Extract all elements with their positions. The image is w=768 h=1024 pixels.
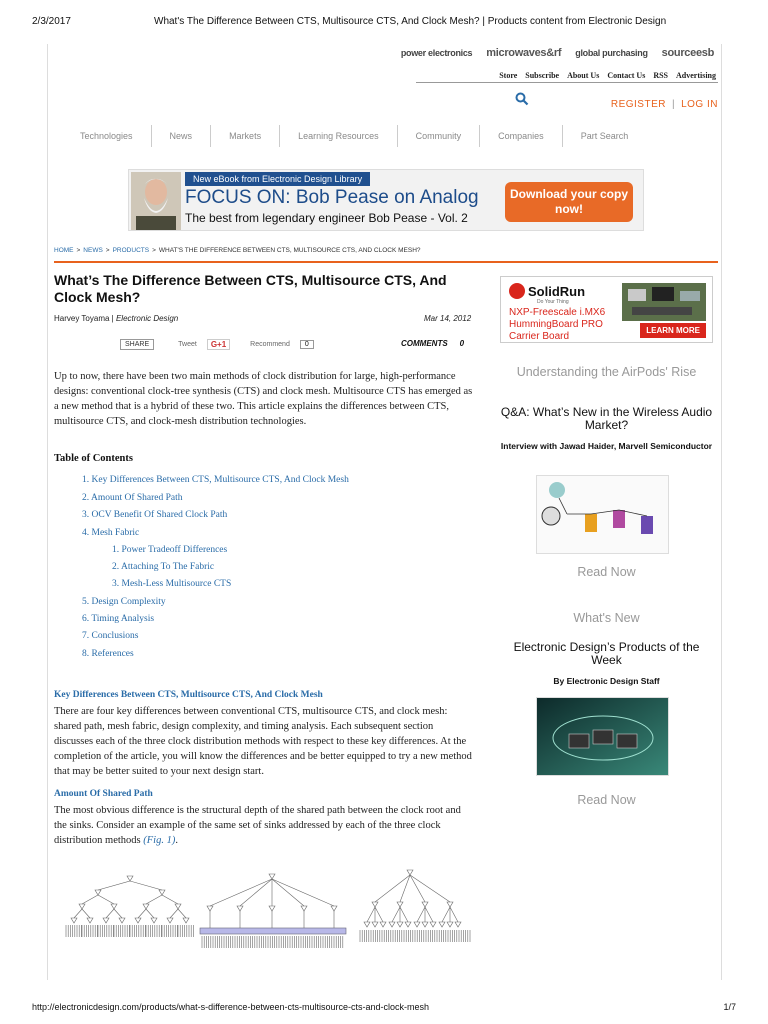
clock-wire	[272, 879, 304, 906]
buffer-icon	[79, 904, 85, 909]
clock-wire	[178, 909, 186, 918]
top-links	[499, 71, 716, 80]
download-button[interactable]: Download your copy now!	[505, 182, 633, 222]
buffer-icon	[269, 874, 275, 879]
solidrun-logo	[509, 283, 585, 299]
author-name[interactable]: Harvey Toyama	[54, 314, 110, 323]
buffer-icon	[364, 922, 370, 927]
publication-name: Electronic Design	[115, 314, 179, 323]
board-image	[622, 283, 706, 321]
buffer-icon	[455, 922, 461, 927]
solidrun-tagline: Do Your Thing	[537, 299, 569, 305]
conventional-cts-tree	[66, 876, 193, 937]
recommend-count: 0	[300, 340, 314, 349]
toc-item[interactable]: 7. Conclusions	[82, 631, 139, 641]
share-button[interactable]: SHARE	[120, 339, 154, 350]
clock-wire	[410, 875, 450, 902]
register-link[interactable]: REGISTER	[610, 99, 666, 110]
partner-logo-sourceesb[interactable]: sourceesb	[661, 47, 714, 59]
clock-wire	[98, 895, 114, 904]
clock-mesh-tree	[200, 874, 346, 948]
breadcrumb-news[interactable]: NEWS	[83, 247, 103, 254]
nav-learning-resources[interactable]: Learning Resources	[280, 125, 398, 147]
breadcrumb-separator: >	[152, 247, 156, 254]
clock-wire	[146, 895, 162, 904]
partner-logo-global-purchasing[interactable]: global purchasing	[575, 47, 648, 58]
byline	[54, 314, 178, 323]
section-heading-shared-path: Amount Of Shared Path	[54, 789, 153, 799]
toc-item[interactable]: 5. Design Complexity	[82, 597, 166, 607]
link-contact-us[interactable]: Contact Us	[607, 71, 646, 80]
buffer-icon	[397, 902, 403, 907]
shared-path-text: The most obvious difference is the structural depth of the shared path between the clock root and the sinks. Consider an example of the same set of sinks addressed by each of the three clock distribution methods	[54, 805, 461, 846]
banner-subtitle: The best from legendary engineer Bob Pease - Vol. 2	[185, 211, 468, 225]
nav-news[interactable]: News	[152, 125, 212, 147]
print-url: http://electronicdesign.com/products/what-s-difference-between-cts-multisource-cts-and-clock-mesh	[32, 1002, 429, 1012]
link-about-us[interactable]: About Us	[567, 71, 600, 80]
wireless-audio-thumbnail[interactable]	[536, 475, 669, 554]
clock-wire	[210, 879, 272, 906]
buffer-icon	[331, 906, 337, 911]
search-icon[interactable]	[515, 92, 529, 106]
login-link[interactable]: LOG IN	[681, 99, 718, 110]
ad-line: NXP-Freescale i.MX6	[509, 307, 606, 318]
clock-wire	[82, 895, 98, 904]
solidrun-ad[interactable]	[500, 276, 713, 343]
buffer-icon	[372, 922, 378, 927]
partner-logo-power-electronics[interactable]: power electronics	[400, 47, 473, 58]
ad-line: HummingBoard PRO	[509, 319, 603, 330]
clock-wire	[392, 907, 400, 922]
clock-wire	[146, 909, 154, 918]
buffer-icon	[407, 870, 413, 875]
toc-subitem[interactable]: 2. Attaching To The Fabric	[112, 562, 215, 572]
clock-wire	[425, 907, 433, 922]
section-key-differences-text: There are four key differences between conventional CTS, multisource CTS, and clock mesh: shared path, mesh fabric, design complexity, and timing analysis. Each subsequent section discusses each of the three clock distribution methods with respect to these key differences. At the completion of the article, you will know the differences and be better equipped to try a new method that may be better suited to your next design start.	[54, 706, 472, 777]
toc-item[interactable]: 8. References	[82, 649, 134, 659]
sidebar-story-title[interactable]: Q&A: What’s New in the Wireless Audio Market?	[500, 405, 713, 432]
print-page-number: 1/7	[723, 1002, 736, 1012]
clock-wire	[106, 909, 114, 918]
sidebar-story-subtitle: Interview with Jawad Haider, Marvell Semiconductor	[500, 441, 713, 451]
ebook-badge: New eBook from Electronic Design Library	[185, 172, 370, 186]
buffer-icon	[175, 904, 181, 909]
ebook-banner-ad[interactable]	[128, 169, 644, 231]
clock-wire	[442, 907, 450, 922]
buffer-icon	[135, 918, 141, 923]
buffer-icon	[439, 922, 445, 927]
breadcrumb-home[interactable]: HOME	[54, 247, 74, 254]
publish-date: Mar 14, 2012	[424, 314, 472, 323]
link-rss[interactable]: RSS	[653, 71, 668, 80]
sidebar-section-airpods[interactable]: Understanding the AirPods' Rise	[516, 365, 697, 379]
auth-separator: |	[671, 99, 676, 110]
main-nav	[62, 125, 712, 147]
clock-wire	[417, 907, 425, 922]
clock-wire	[130, 881, 162, 890]
auth-links	[611, 99, 718, 110]
buffer-icon	[119, 918, 125, 923]
article-title: What’s The Difference Between CTS, Multisource CTS, And Clock Mesh?	[54, 272, 447, 305]
buffer-icon	[111, 904, 117, 909]
nav-markets[interactable]: Markets	[211, 125, 280, 147]
buffer-icon	[87, 918, 93, 923]
toc-item[interactable]: 2. Amount Of Shared Path	[82, 493, 183, 503]
buffer-icon	[127, 876, 133, 881]
print-date: 2/3/2017	[32, 16, 71, 27]
buffer-icon	[422, 902, 428, 907]
clock-wire	[170, 909, 178, 918]
clock-wire	[400, 907, 408, 922]
clock-wire	[240, 879, 272, 906]
clock-wire	[410, 875, 425, 902]
solidrun-brand: SolidRun	[528, 284, 586, 299]
buffer-icon	[71, 918, 77, 923]
shared-path-text-end: .	[175, 835, 178, 846]
banner-headline: FOCUS ON: Bob Pease on Analog	[185, 187, 479, 208]
comments-count: 0	[459, 339, 465, 348]
figure-reference-link[interactable]: (Fig. 1)	[143, 835, 176, 846]
clock-wire	[74, 909, 82, 918]
toc-item[interactable]: 4. Mesh Fabric	[82, 528, 140, 538]
breadcrumb-products[interactable]: PRODUCTS	[112, 247, 150, 254]
buffer-icon	[269, 906, 275, 911]
clock-wire	[98, 881, 130, 890]
read-now-link[interactable]: Read Now	[577, 565, 636, 579]
toc-item[interactable]: 1. Key Differences Between CTS, Multisource CTS, And Clock Mesh	[82, 475, 349, 485]
clock-wire	[114, 909, 122, 918]
buffer-icon	[143, 904, 149, 909]
clock-distribution-figure	[60, 862, 480, 974]
partner-sites	[401, 47, 714, 59]
buffer-icon	[167, 918, 173, 923]
sidebar-story-title[interactable]: Electronic Design’s Products of the Week	[513, 640, 700, 667]
bob-pease-photo	[131, 172, 181, 230]
clock-wire	[162, 895, 178, 904]
buffer-icon	[159, 890, 165, 895]
nav-part-search[interactable]: Part Search	[580, 131, 629, 141]
link-advertising[interactable]: Advertising	[676, 71, 716, 80]
section-shared-path-text	[54, 803, 474, 848]
toc-item[interactable]: 3. OCV Benefit Of Shared Clock Path	[82, 510, 228, 520]
link-subscribe[interactable]: Subscribe	[525, 71, 560, 80]
buffer-icon	[151, 918, 157, 923]
products-of-week-thumbnail[interactable]	[536, 697, 669, 776]
print-title: What's The Difference Between CTS, Multisource CTS, And Clock Mesh? | Products content from Electronic Design	[154, 16, 667, 27]
clock-wire	[450, 907, 458, 922]
toc-subitem[interactable]: 1. Power Tradeoff Differences	[112, 545, 228, 555]
nav-community[interactable]: Community	[398, 125, 481, 147]
buffer-icon	[301, 906, 307, 911]
buffer-icon	[414, 922, 420, 927]
buffer-icon	[447, 922, 453, 927]
sidebar-section-whats-new[interactable]: What's New	[573, 611, 640, 625]
breadcrumb-divider	[54, 261, 718, 263]
buffer-icon	[380, 922, 386, 927]
breadcrumb-separator: >	[105, 247, 110, 254]
breadcrumb-current: WHAT'S THE DIFFERENCE BETWEEN CTS, MULTISOURCE CTS, AND CLOCK MESH?	[158, 247, 421, 254]
buffer-icon	[397, 922, 403, 927]
comments-label: COMMENTS	[401, 339, 448, 348]
mesh-fabric	[200, 928, 346, 934]
buffer-icon	[95, 890, 101, 895]
buffer-icon	[430, 922, 436, 927]
nav-technologies[interactable]: Technologies	[62, 125, 152, 147]
solidrun-mark-icon	[509, 283, 525, 299]
link-store[interactable]: Store	[499, 71, 518, 80]
clock-wire	[138, 909, 146, 918]
byline-separator: |	[109, 314, 116, 323]
buffer-icon	[207, 906, 213, 911]
nav-companies[interactable]: Companies	[480, 125, 563, 147]
share-bar	[120, 339, 314, 350]
google-plus-button[interactable]: G+1	[207, 339, 230, 350]
buffer-icon	[422, 922, 428, 927]
tweet-button[interactable]: Tweet	[178, 341, 197, 348]
clock-wire	[375, 907, 383, 922]
multisource-cts-tree	[360, 870, 470, 942]
toc-item[interactable]: 6. Timing Analysis	[82, 614, 155, 624]
buffer-icon	[183, 918, 189, 923]
breadcrumb	[54, 247, 421, 254]
buffer-icon	[237, 906, 243, 911]
partner-logo-microwaves-rf[interactable]: microwaves&rf	[486, 47, 562, 59]
toc-heading: Table of Contents	[54, 453, 133, 464]
buffer-icon	[103, 918, 109, 923]
buffer-icon	[405, 922, 411, 927]
header-divider	[416, 82, 718, 83]
buffer-icon	[372, 902, 378, 907]
comments-link[interactable]	[401, 339, 464, 348]
buffer-icon	[389, 922, 395, 927]
section-heading-key-differences: Key Differences Between CTS, Multisource CTS, And Clock Mesh	[54, 690, 323, 700]
clock-wire	[82, 909, 90, 918]
toc-subitem[interactable]: 3. Mesh-Less Multisource CTS	[112, 579, 232, 589]
buffer-icon	[447, 902, 453, 907]
clock-wire	[367, 907, 375, 922]
learn-more-button[interactable]: LEARN MORE	[640, 323, 706, 338]
breadcrumb-separator: >	[76, 247, 81, 254]
article-intro: Up to now, there have been two main methods of clock distribution for large, high-performance designs: conventional clock-tree synthesis (CTS) and clock mesh. Multisource CTS has emerged as a new method that is a hybrid of these two. This article explains the differences between CTS, multisource CTS, and clock-mesh distribution technologies.	[54, 371, 473, 427]
recommend-button[interactable]: Recommend	[250, 341, 290, 348]
ad-line: Carrier Board	[509, 331, 570, 342]
clock-wire	[272, 879, 334, 906]
read-now-link[interactable]: Read Now	[577, 793, 636, 807]
sidebar-story-subtitle: By Electronic Design Staff	[553, 676, 660, 686]
